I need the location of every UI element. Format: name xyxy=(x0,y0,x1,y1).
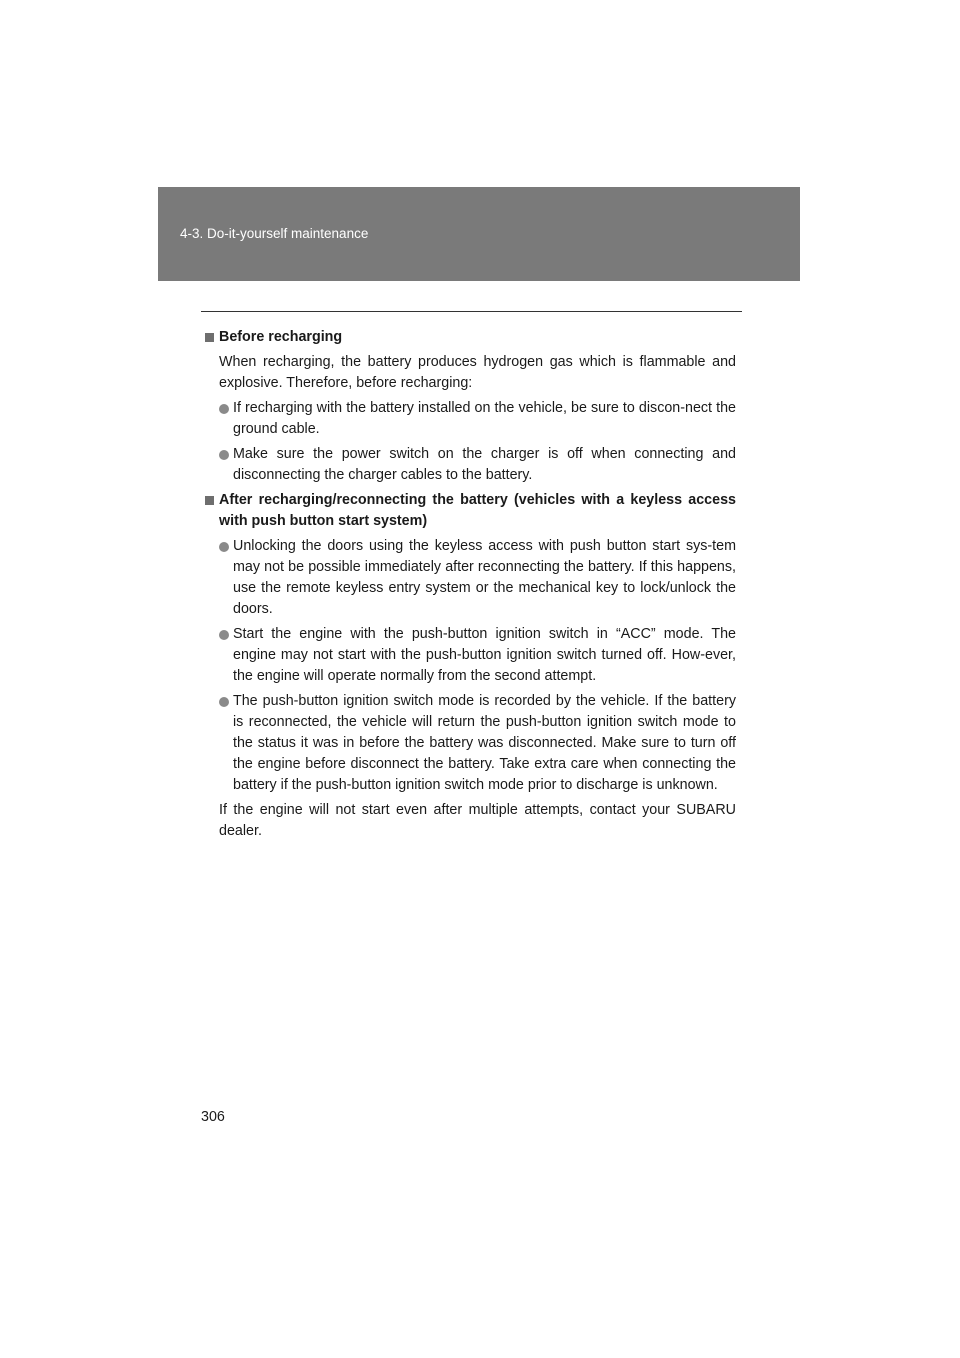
circle-bullet-icon xyxy=(219,404,229,414)
square-bullet-icon xyxy=(205,496,214,505)
list-item-text: The push-button ignition switch mode is recorded by the vehicle. If the battery is reconnected, the vehicle will return the push-button ignition switch mode to the status it was in before the battery was disconnected. Make sure to turn off the engine before disconnect the battery. Take extra care when connecting the battery if the push-button ignition switch mode prior to discharge is unknown. xyxy=(233,693,736,793)
subheading-before-recharging xyxy=(201,327,736,348)
divider-rule xyxy=(201,311,742,312)
section-title: 4-3. Do-it-yourself maintenance xyxy=(180,226,369,241)
circle-bullet-icon xyxy=(219,542,229,552)
subheading-text: Before recharging xyxy=(219,329,343,345)
list-item xyxy=(201,398,736,440)
list-item xyxy=(201,691,736,796)
list-item xyxy=(201,444,736,486)
list-item-text: Unlocking the doors using the keyless access with push button start sys-tem may not be possible immediately after reconnecting the battery. If this happens, use the remote keyless entry system or the mechanical key to lock/unlock the doors. xyxy=(233,538,736,617)
page-content xyxy=(201,327,736,846)
circle-bullet-icon xyxy=(219,630,229,640)
closing-paragraph: If the engine will not start even after multiple attempts, contact your SUBARU dealer. xyxy=(219,802,736,839)
list-item-text: Start the engine with the push-button ignition switch in “ACC” mode. The engine may not start with the push-button ignition switch turned off. How-ever, the engine will operate normally from the second attempt. xyxy=(233,626,736,684)
subheading-after-recharging xyxy=(201,490,736,532)
page-number: 306 xyxy=(201,1109,225,1125)
list-item-text: Make sure the power switch on the charger is off when connecting and disconnecting the charger cables to the battery. xyxy=(233,446,736,483)
subheading-text: After recharging/reconnecting the battery (vehicles with a keyless access with push button start system) xyxy=(219,492,736,529)
square-bullet-icon xyxy=(205,333,214,342)
circle-bullet-icon xyxy=(219,697,229,707)
list-item xyxy=(201,536,736,620)
list-item-text: If recharging with the battery installed on the vehicle, be sure to discon-nect the ground cable. xyxy=(233,400,736,437)
intro-paragraph: When recharging, the battery produces hydrogen gas which is flammable and explosive. Therefore, before recharging: xyxy=(219,354,736,391)
list-item xyxy=(201,624,736,687)
circle-bullet-icon xyxy=(219,450,229,460)
section-header-band xyxy=(158,187,800,281)
